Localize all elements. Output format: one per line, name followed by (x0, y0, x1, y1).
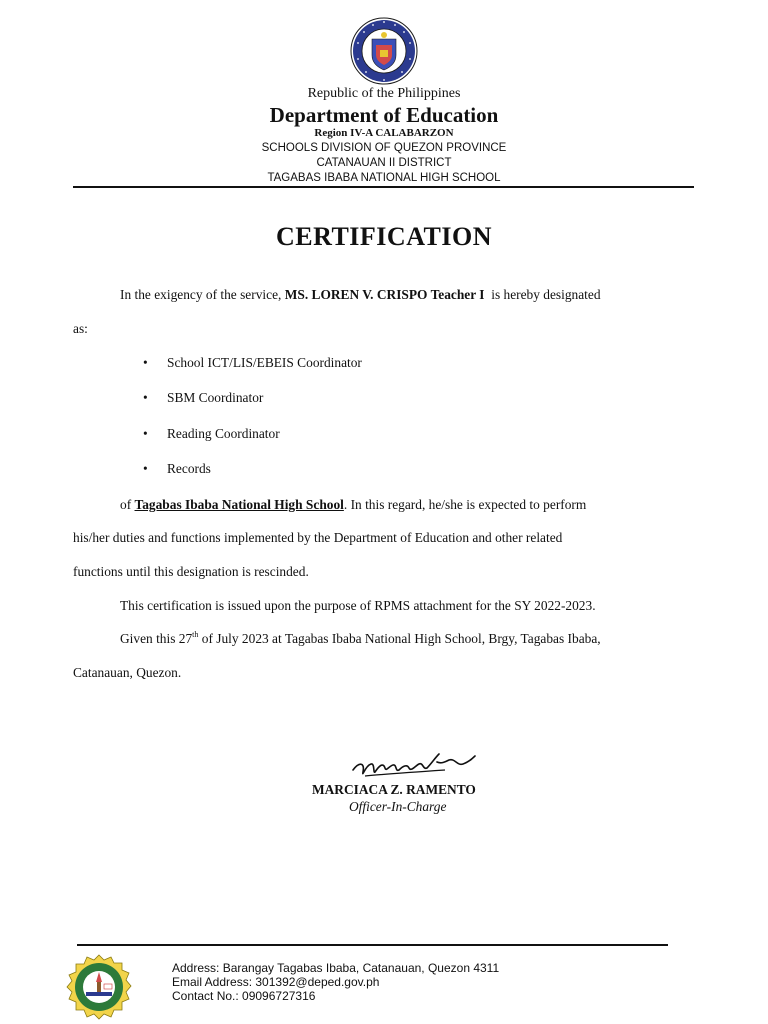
list-item: • School ICT/LIS/EBEIS Coordinator (143, 355, 362, 370)
district-label: CATANAUAN II DISTRICT (316, 157, 452, 169)
footer-contact: Contact No.: 09096727316 (172, 989, 316, 1003)
list-item: • SBM Coordinator (143, 390, 264, 405)
republic-label: Republic of the Philippines (307, 86, 461, 101)
header-divider (73, 186, 694, 188)
list-item: • Reading Coordinator (143, 426, 280, 441)
p2-post: . In this regard, he/she is expected to perform (343, 497, 587, 512)
designation-label: Reading Coordinator (167, 426, 280, 441)
p1-continuation: as: (73, 321, 88, 336)
designation-label: SBM Coordinator (167, 390, 264, 405)
duties-paragraph (120, 497, 586, 513)
p4-ordinal: th (192, 630, 199, 639)
designee-name: MS. LOREN V. CRISPO Teacher I (284, 287, 485, 302)
list-item: • Records (143, 461, 211, 476)
designation-paragraph (120, 287, 601, 303)
signatory-position: Officer-In-Charge (349, 799, 447, 814)
designation-label: School ICT/LIS/EBEIS Coordinator (167, 355, 362, 370)
region-label: Region IV-A CALABARZON (314, 127, 454, 139)
p2-of: of (120, 497, 132, 512)
document-title: CERTIFICATION (275, 222, 493, 251)
duties-line-2: his/her duties and functions implemented by the Department of Education and other related (73, 530, 563, 545)
division-label: SCHOOLS DIVISION OF QUEZON PROVINCE (261, 142, 507, 154)
duties-line-3: functions until this designation is rescinded. (73, 564, 309, 579)
footer-email: Email Address: 301392@deped.gov.ph (172, 975, 380, 989)
department-name: Department of Education (269, 103, 499, 127)
signatory-name: MARCIACA Z. RAMENTO (312, 782, 476, 797)
given-paragraph (120, 631, 601, 647)
school-label: TAGABAS IBABA NATIONAL HIGH SCHOOL (267, 172, 501, 184)
school-seal-icon (66, 954, 132, 1020)
given-line-2: Catanauan, Quezon. (73, 665, 182, 680)
p4-post: of July 2023 at Tagabas Ibaba National High School, Brgy, Tagabas Ibaba, (198, 631, 601, 646)
p1-pre: In the exigency of the service, (120, 287, 282, 302)
designation-label: Records (167, 461, 211, 476)
school-name: Tagabas Ibaba National High School (134, 497, 344, 512)
p1-post: is hereby designated (491, 287, 601, 302)
footer-divider (77, 944, 668, 946)
p4-pre: Given this 27 (120, 631, 193, 646)
deped-seal-icon (350, 17, 418, 85)
footer-address: Address: Barangay Tagabas Ibaba, Catanauan, Quezon 4311 (172, 961, 500, 975)
purpose-paragraph: This certification is issued upon the purpose of RPMS attachment for the SY 2022-2023. (120, 598, 596, 613)
